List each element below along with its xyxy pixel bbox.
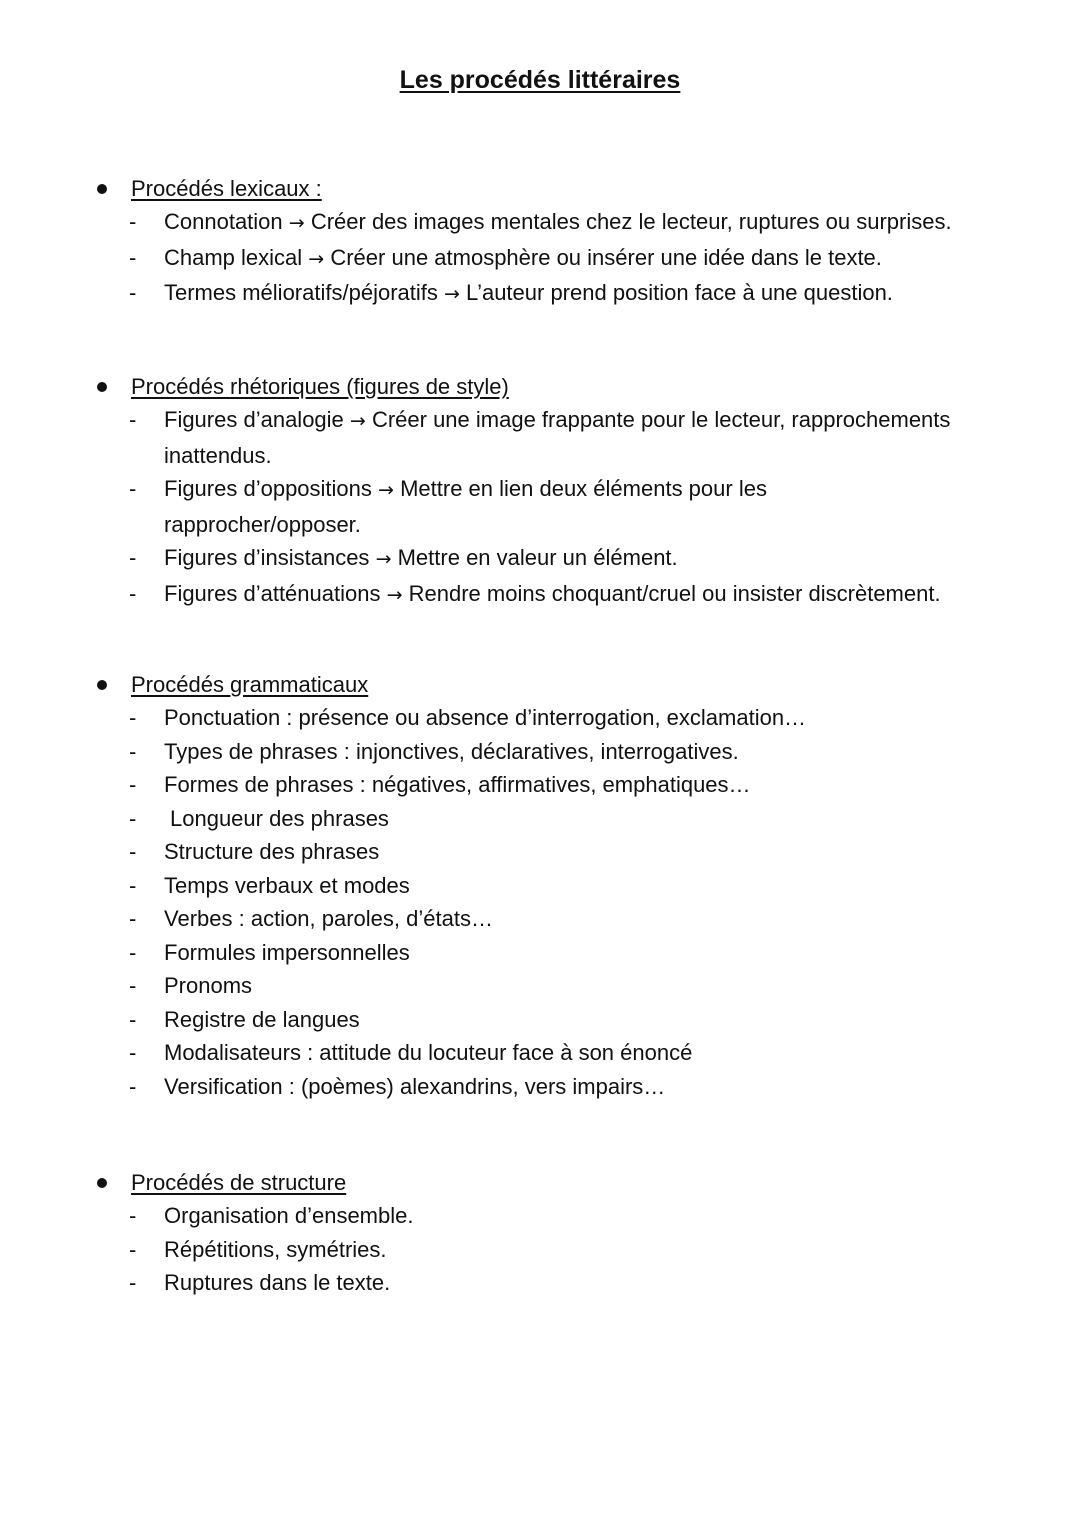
arrow-right-icon: → [349,410,366,432]
dash-marker: - [129,244,137,270]
list-item [0,1036,1080,1070]
item-text: Temps verbaux et modes [164,872,410,898]
dash-marker: - [129,1203,137,1228]
section-heading: Procédés grammaticaux [131,672,369,697]
list-item [0,936,1080,970]
item-description: Créer une image frappante pour le lecteur, rapprochements inattendus. [164,407,951,468]
section-rhetorical [0,370,1080,612]
item-text: Structure des phrases [164,839,380,864]
item-description: Rendre moins choquant/cruel ou insister discrètement. [408,580,941,606]
list-item [0,902,1080,936]
arrow-right-icon: → [288,212,305,234]
item-text: Ruptures dans le texte. [164,1270,391,1295]
item-term: Champ lexical [164,244,303,270]
section-header [0,668,1080,701]
arrow-right-icon: → [375,548,392,570]
list-item [0,802,1080,836]
dash-marker: - [129,839,137,864]
section-header [0,370,1080,403]
list-item [0,472,1080,541]
item-term: Figures d’oppositions [164,476,372,501]
section-structure [0,1166,1080,1300]
dash-marker: - [129,805,137,831]
item-text: Ponctuation : présence ou absence d’interrogation, exclamation… [164,705,807,730]
list-item [0,241,1080,277]
list-item [0,1199,1080,1233]
item-text: Registre de langues [164,1006,360,1032]
item-description: Créer des images mentales chez le lecteur, ruptures ou surprises. [310,209,952,234]
item-term: Termes mélioratifs/péjoratifs [164,280,438,305]
list-item [0,577,1080,613]
item-term: Figures d’insistances [164,545,370,570]
list-item [0,403,1080,472]
bullet-icon [97,1178,107,1188]
arrow-right-icon: → [386,583,403,606]
item-text: Formes de phrases : négatives, affirmatives, emphatiques… [164,772,751,797]
dash-marker: - [129,580,137,606]
dash-marker: - [129,545,137,570]
item-text: Formules impersonnelles [164,939,410,965]
section-header [0,172,1080,205]
list-item [0,735,1080,769]
section-heading: Procédés rhétoriques (figures de style) [131,374,509,399]
item-text: Verbes : action, paroles, d’états… [164,906,493,931]
item-term: Figures d’analogie [164,407,344,432]
list-item [0,869,1080,903]
dash-marker: - [129,906,137,931]
section-header [0,1166,1080,1199]
dash-marker: - [129,476,137,501]
dash-marker: - [129,280,137,305]
item-description: L’auteur prend position face à une question. [466,280,893,305]
dash-marker: - [129,772,137,797]
item-text: Modalisateurs : attitude du locuteur face à son énoncé [164,1040,693,1065]
dash-marker: - [129,1073,137,1099]
list-item [0,701,1080,735]
item-description: Créer une atmosphère ou insérer une idée dans le texte. [330,244,882,270]
list-item [0,205,1080,241]
item-text: Types de phrases : injonctives, déclaratives, interrogatives. [164,738,739,764]
dash-marker: - [129,1040,137,1065]
item-description: Mettre en valeur un élément. [397,545,678,570]
item-text: Organisation d’ensemble. [164,1203,414,1228]
list-item [0,1003,1080,1037]
arrow-right-icon: → [444,283,460,305]
list-item [0,1070,1080,1104]
section-grammatical [0,668,1080,1103]
item-text: Versification : (poèmes) alexandrins, vers impairs… [164,1073,666,1099]
dash-marker: - [129,407,137,432]
dash-marker: - [129,209,137,234]
item-description: Mettre en lien deux éléments pour les rapprocher/opposer. [164,476,767,537]
list-item [0,835,1080,869]
arrow-right-icon: → [378,479,394,501]
bullet-icon [97,382,107,392]
item-term: Connotation [164,209,283,234]
list-item [0,1233,1080,1267]
dash-marker: - [129,1236,137,1262]
list-item [0,768,1080,802]
list-item [0,969,1080,1003]
item-text: Longueur des phrases [170,805,389,831]
item-text: Répétitions, symétries. [164,1236,387,1262]
dash-marker: - [129,1270,137,1295]
bullet-icon [97,184,107,194]
list-item [0,1266,1080,1300]
list-item [0,541,1080,577]
dash-marker: - [129,973,137,998]
dash-marker: - [129,1006,137,1032]
section-heading: Procédés lexicaux : [131,176,322,201]
list-item [0,276,1080,312]
section-heading: Procédés de structure [131,1170,347,1195]
item-text: Pronoms [164,973,253,998]
item-term: Figures d’atténuations [164,580,381,606]
bullet-icon [97,680,107,690]
dash-marker: - [129,872,137,898]
page-title: Les procédés littéraires [399,66,681,94]
dash-marker: - [129,939,137,965]
dash-marker: - [129,738,137,764]
arrow-right-icon: → [308,247,325,270]
dash-marker: - [129,705,137,730]
section-lexical [0,172,1080,312]
